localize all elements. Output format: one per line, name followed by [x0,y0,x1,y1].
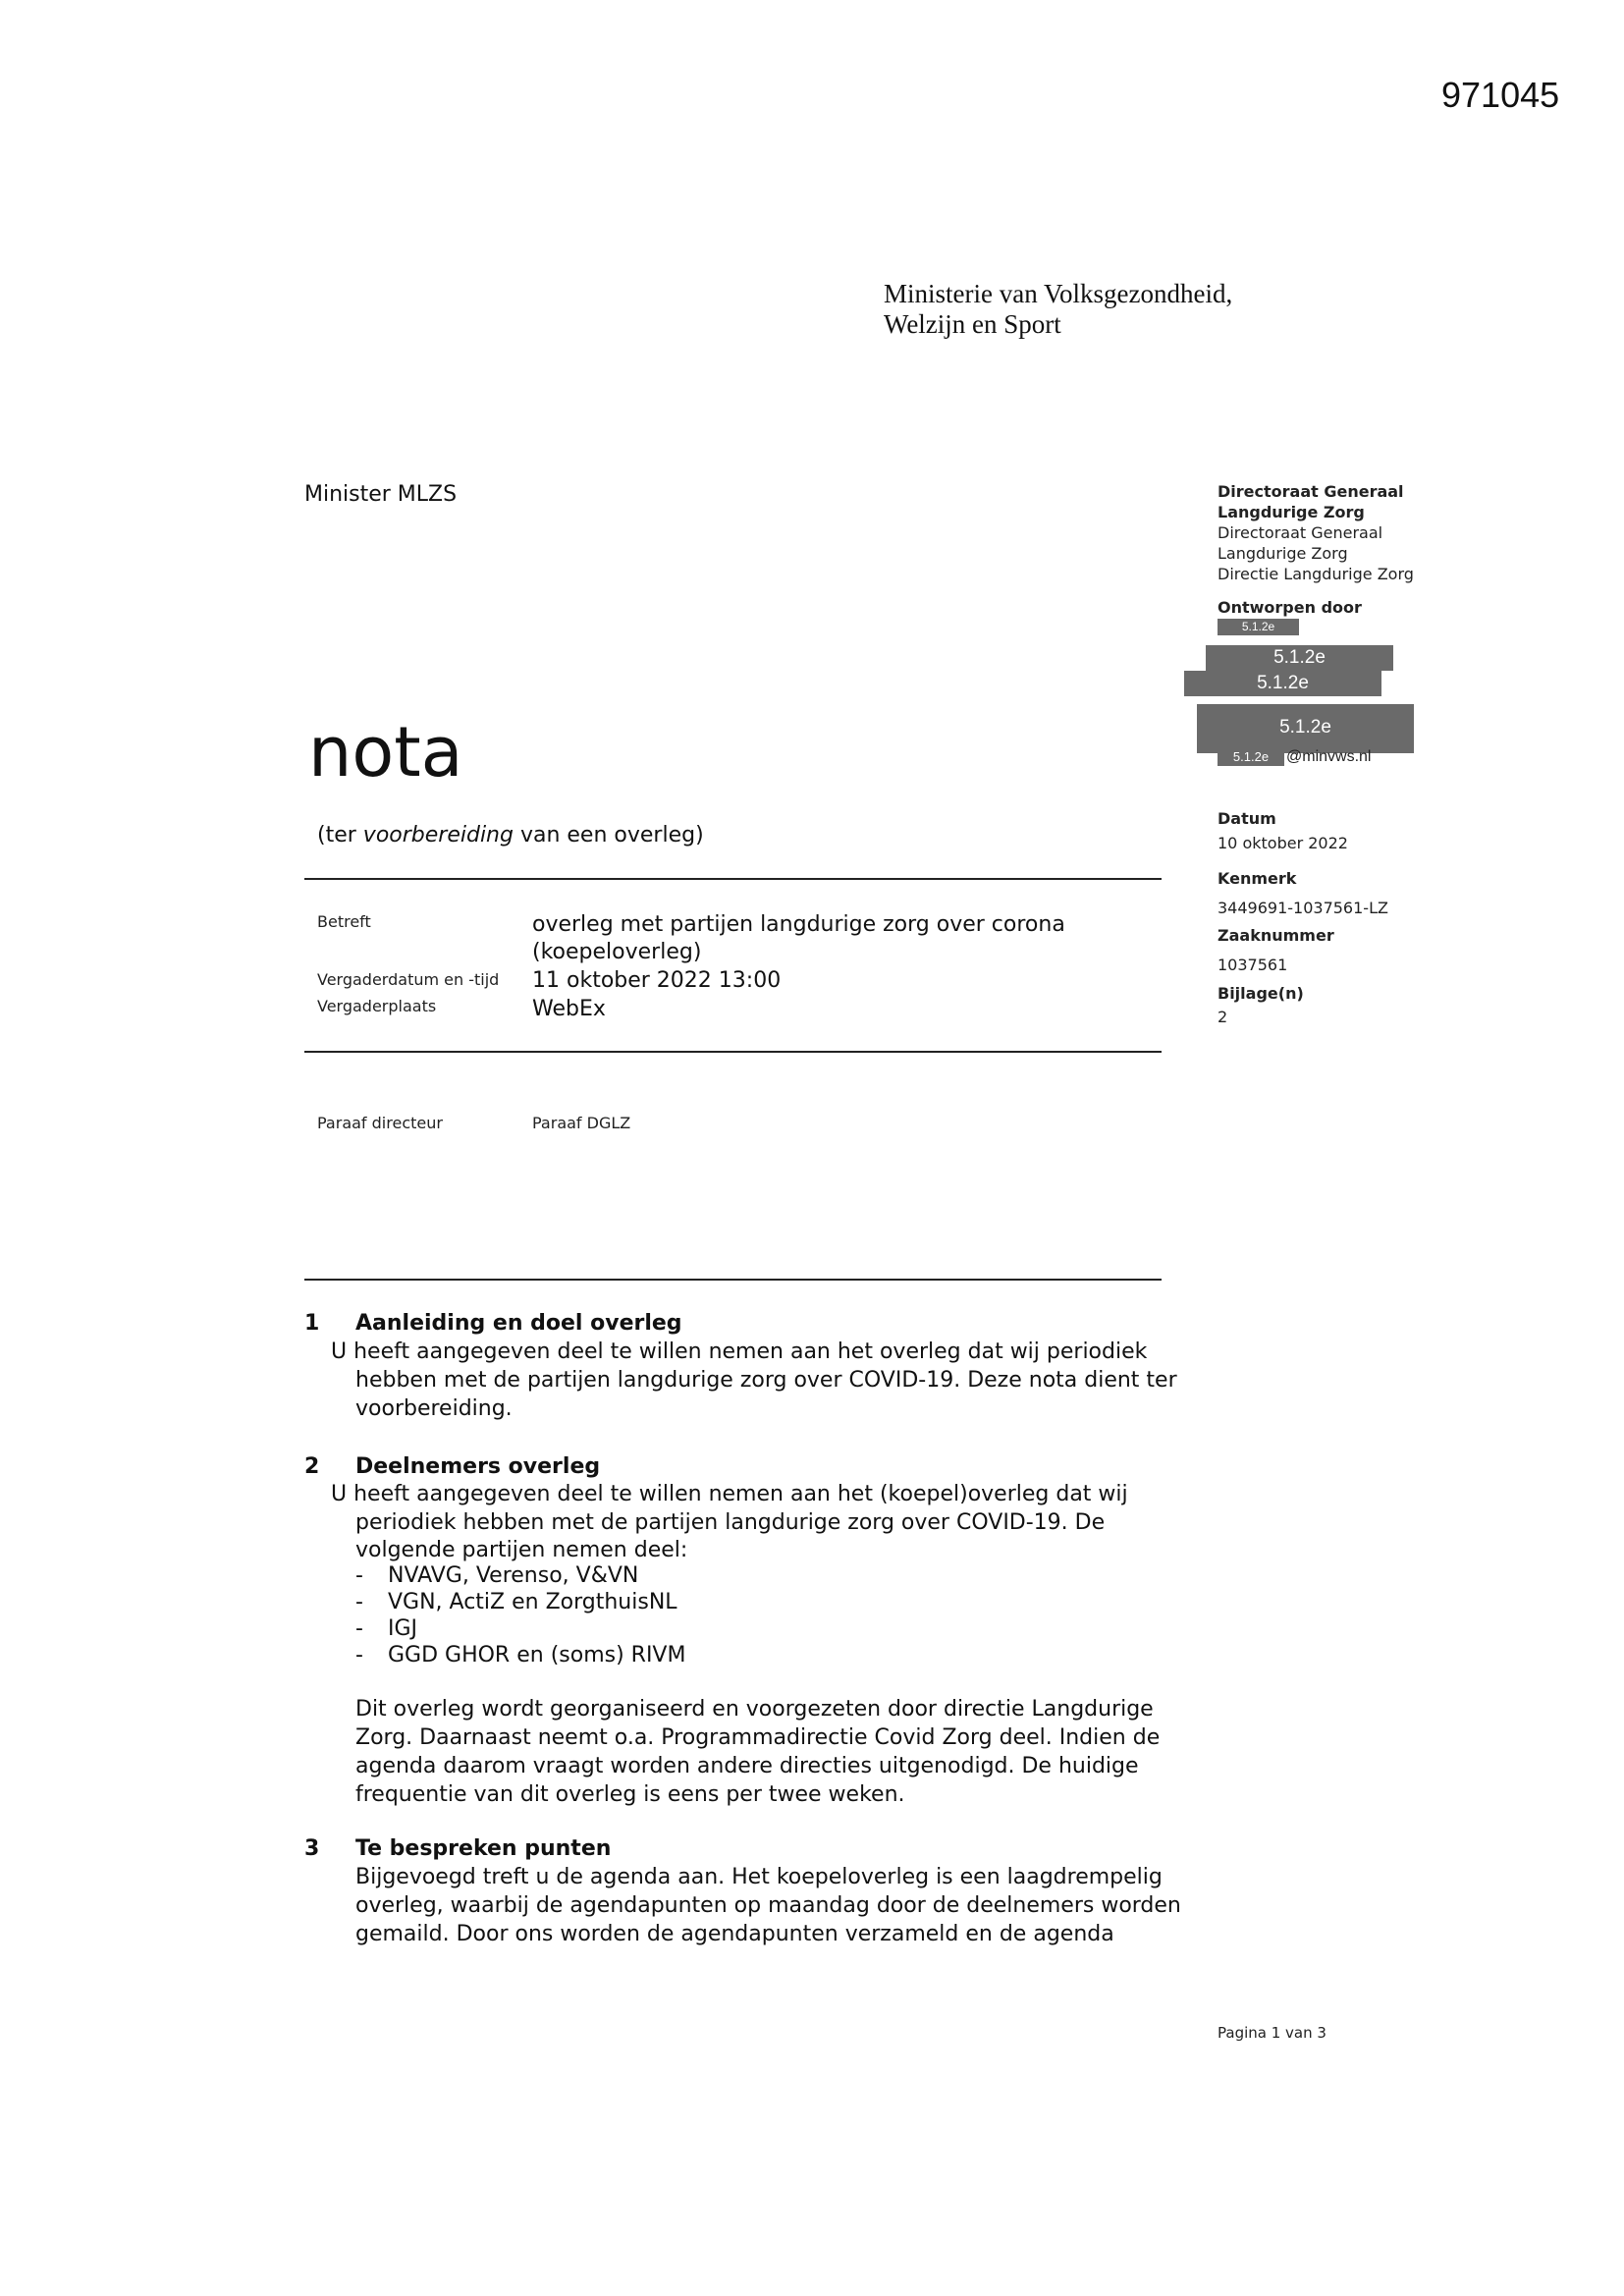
section-3-title: Te bespreken punten [355,1836,612,1861]
section-2-title: Deelnemers overleg [355,1454,601,1479]
document-number: 971045 [1441,75,1560,115]
section-3-number: 3 [304,1836,320,1861]
addressee: Minister MLZS [304,482,458,507]
kenmerk-label: Kenmerk [1218,869,1297,888]
document-type-title: nota [308,712,463,793]
divider [304,1279,1162,1281]
vergaderplaats-value: WebEx [532,997,606,1021]
betreft-label: Betreft [317,912,371,931]
zaaknummer-label: Zaaknummer [1218,926,1334,945]
list-item-text: GGD GHOR en (soms) RIVM [388,1643,686,1667]
redaction-block: 5.1.2e [1197,704,1414,753]
org-bold-line-2: Langdurige Zorg [1218,503,1365,521]
divider [304,878,1162,880]
list-item: - [355,1643,363,1667]
list-item-text: VGN, ActiZ en ZorgthuisNL [388,1590,677,1614]
document-subtitle [317,823,704,847]
zaaknummer-value: 1037561 [1218,956,1288,974]
section-2-p2-line-3: agenda daarom vraagt worden andere directies uitgenodigd. De huidige [355,1754,1139,1778]
org-line-1: Directoraat Generaal [1218,523,1383,542]
subtitle-post: van een overleg) [513,823,704,847]
betreft-value [532,911,1065,966]
datum-value: 10 oktober 2022 [1218,834,1348,852]
section-1-line-2: hebben met de partijen langdurige zorg over COVID-19. Deze nota dient ter [355,1368,1177,1393]
vergaderplaats-label: Vergaderplaats [317,997,437,1015]
paraaf-directeur-label: Paraaf directeur [317,1114,443,1132]
email-suffix: @minvws.nl [1286,748,1372,765]
ministry-line-1: Ministerie van Volksgezondheid, [884,279,1233,308]
list-item: - [355,1616,363,1641]
section-3-line-2: overleg, waarbij de agendapunten op maandag door de deelnemers worden [355,1893,1181,1918]
section-2-p2-line-1: Dit overleg wordt georganiseerd en voorgezeten door directie Langdurige [355,1697,1154,1722]
list-item-text: NVAVG, Verenso, V&VN [388,1563,639,1588]
ministry-logo-text [884,279,1232,340]
redaction-block: 5.1.2e [1218,619,1299,635]
section-2-p2-line-4: frequentie van dit overleg is eens per twee weken. [355,1782,905,1807]
ministry-line-2: Welzijn en Sport [884,309,1061,339]
redaction-block: 5.1.2e [1218,748,1284,766]
datum-label: Datum [1218,809,1276,828]
list-item: - [355,1590,363,1614]
redaction-block: 5.1.2e [1206,645,1393,671]
org-line-2: Langdurige Zorg [1218,544,1348,563]
section-3-line-1: Bijgevoegd treft u de agenda aan. Het koepeloverleg is een laagdrempelig [355,1865,1163,1889]
page-number: Pagina 1 van 3 [1218,2024,1326,2042]
kenmerk-value: 3449691-1037561-LZ [1218,899,1388,917]
org-line-3: Directie Langdurige Zorg [1218,565,1414,583]
list-item: - [355,1563,363,1588]
section-2-p2-line-2: Zorg. Daarnaast neemt o.a. Programmadirectie Covid Zorg deel. Indien de [355,1725,1161,1750]
section-2-line-1: U heeft aangegeven deel te willen nemen aan het (koepel)overleg dat wij [331,1482,1128,1506]
vergaderdatum-label: Vergaderdatum en -tijd [317,970,500,989]
section-2-number: 2 [304,1454,320,1479]
bijlage-value: 2 [1218,1008,1228,1026]
subtitle-italic: voorbereiding [362,823,514,847]
section-3-line-3: gemaild. Door ons worden de agendapunten verzameld en de agenda [355,1922,1114,1946]
list-item-text: IGJ [388,1616,418,1641]
subtitle-pre: (ter [317,823,363,847]
section-1-line-1: U heeft aangegeven deel te willen nemen aan het overleg dat wij periodiek [331,1339,1148,1364]
betreft-value-line-2: (koepeloverleg) [532,940,702,964]
org-bold-line-1: Directoraat Generaal [1218,482,1404,501]
section-1-number: 1 [304,1311,320,1336]
section-2-line-2: periodiek hebben met de partijen langdurige zorg over COVID-19. De [355,1510,1106,1535]
sidebar-organisation [1218,481,1414,584]
section-2-line-3: volgende partijen nemen deel: [355,1538,688,1562]
paraaf-dglz-label: Paraaf DGLZ [532,1114,631,1132]
betreft-value-line-1: overleg met partijen langdurige zorg over corona [532,912,1065,937]
redaction-block: 5.1.2e [1184,671,1381,696]
ontworpen-door-label: Ontworpen door [1218,598,1362,617]
section-1-title: Aanleiding en doel overleg [355,1311,682,1336]
vergaderdatum-value: 11 oktober 2022 13:00 [532,968,782,993]
divider [304,1051,1162,1053]
bijlage-label: Bijlage(n) [1218,984,1304,1003]
section-1-line-3: voorbereiding. [355,1396,513,1421]
